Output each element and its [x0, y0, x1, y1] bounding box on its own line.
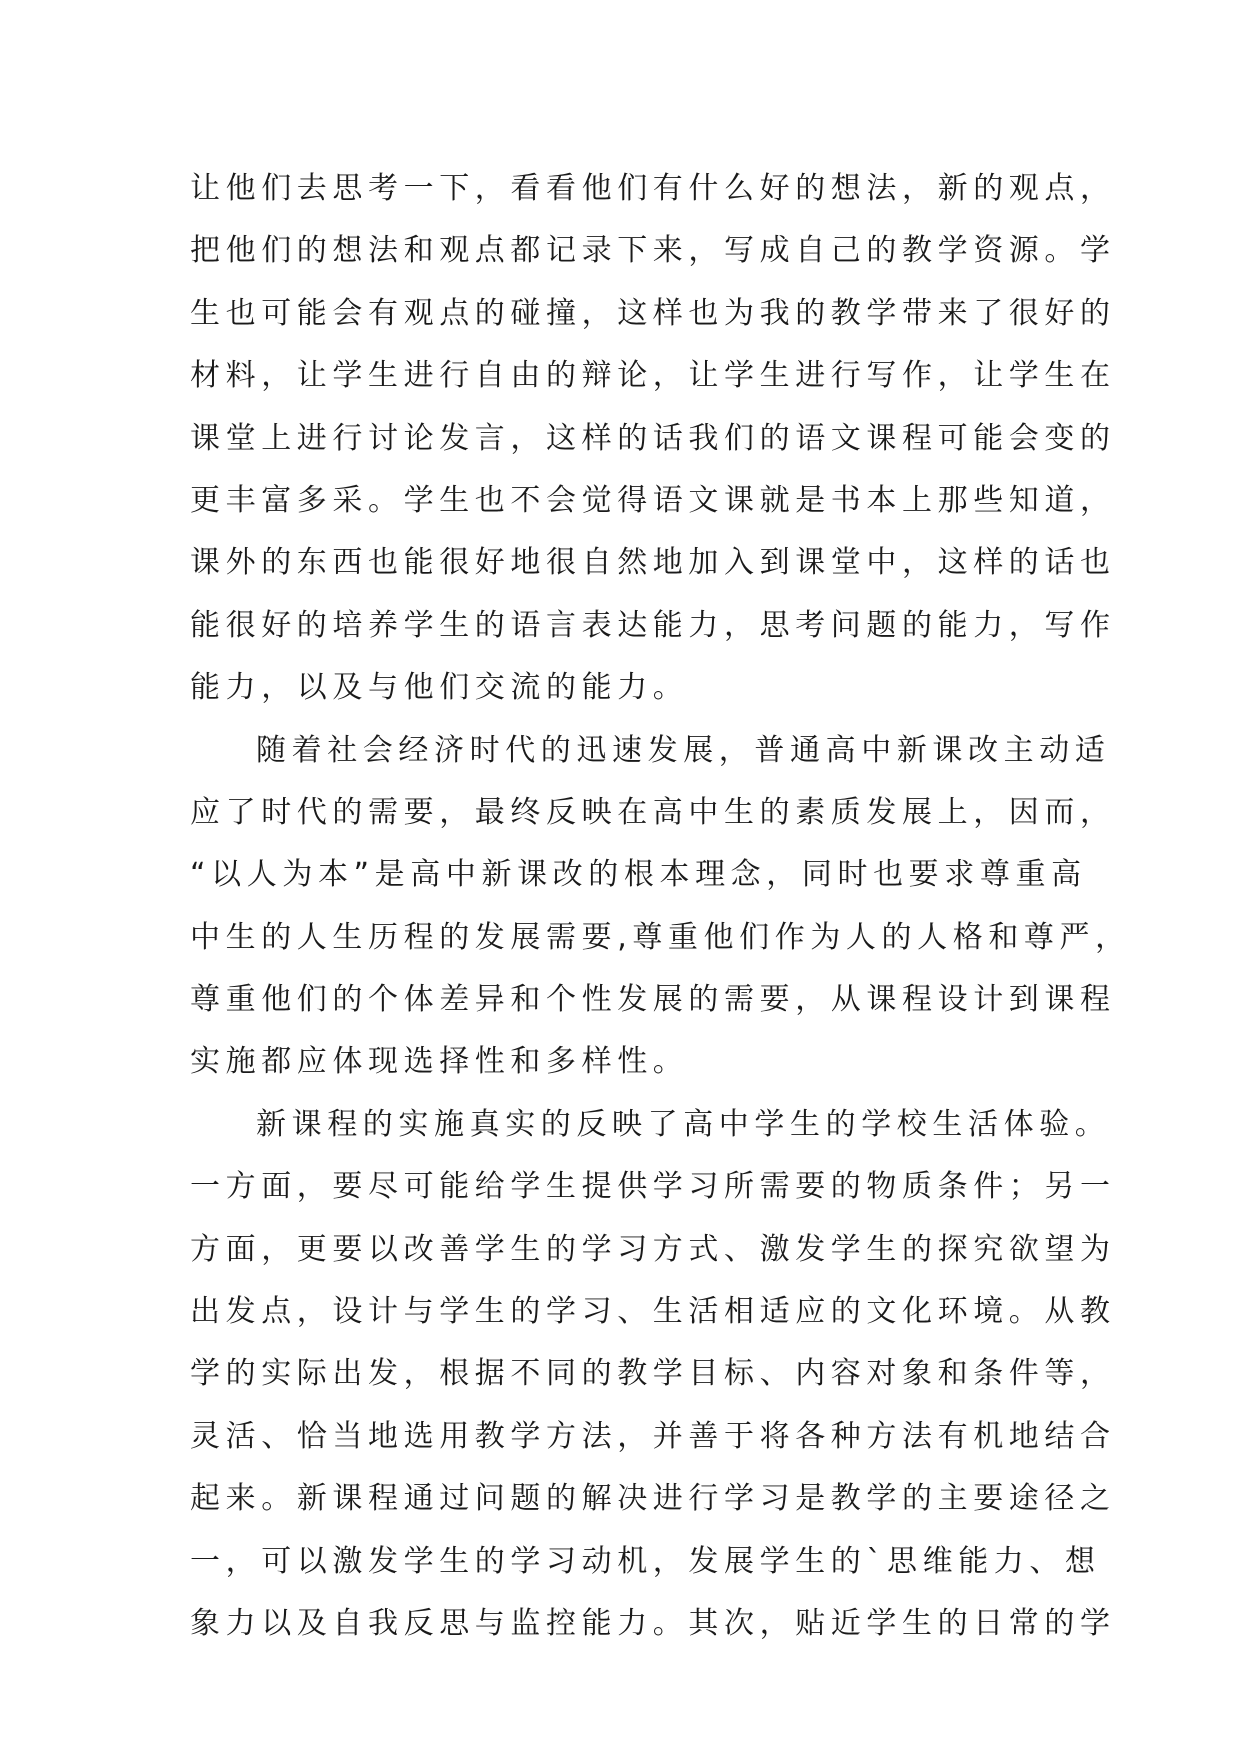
text-line: 尊重他们的个体差异和个性发展的需要，从课程设计到课程: [190, 982, 1116, 1018]
text-line: 更丰富多采。学生也不会觉得语文课就是书本上那些知道，: [190, 482, 1116, 518]
text-line: 把他们的想法和观点都记录下来，写成自己的教学资源。学: [190, 233, 1116, 269]
text-line: 生也可能会有观点的碰撞，这样也为我的教学带来了很好的: [190, 295, 1116, 331]
text-line: “以人为本”是高中新课改的根本理念，同时也要求尊重高: [190, 857, 1087, 893]
text-line: 出发点，设计与学生的学习、生活相适应的文化环境。从教: [190, 1294, 1116, 1330]
text-line: 课堂上进行讨论发言，这样的话我们的语文课程可能会变的: [190, 420, 1116, 456]
body-text: [190, 158, 1131, 1655]
text-line: 课外的东西也能很好地很自然地加入到课堂中，这样的话也: [190, 545, 1116, 581]
text-line: 一方面，要尽可能给学生提供学习所需要的物质条件；另一: [190, 1169, 1116, 1205]
text-line: 随着社会经济时代的迅速发展，普通高中新课改主动适: [256, 732, 1111, 768]
text-line: 能很好的培养学生的语言表达能力，思考问题的能力，写作: [190, 607, 1116, 643]
text-line: 新课程的实施真实的反映了高中学生的学校生活体验。: [256, 1106, 1111, 1142]
text-line: 灵活、恰当地选用教学方法，并善于将各种方法有机地结合: [190, 1418, 1116, 1454]
text-line: 一，可以激发学生的学习动机，发展学生的`思维能力、想: [190, 1543, 1101, 1579]
text-line: 方面，更要以改善学生的学习方式、激发学生的探究欲望为: [190, 1231, 1116, 1267]
text-line: 象力以及自我反思与监控能力。其次，贴近学生的日常的学: [190, 1605, 1116, 1641]
text-line: 中生的人生历程的发展需要,尊重他们作为人的人格和尊严，: [190, 919, 1131, 955]
text-line: 应了时代的需要，最终反映在高中生的素质发展上，因而，: [190, 794, 1116, 830]
text-line: 学的实际出发，根据不同的教学目标、内容对象和条件等，: [190, 1356, 1116, 1392]
text-line: 让他们去思考一下，看看他们有什么好的想法，新的观点，: [190, 171, 1116, 206]
text-line: 能力，以及与他们交流的能力。: [190, 670, 689, 706]
text-line: 起来。新课程通过问题的解决进行学习是教学的主要途径之: [190, 1481, 1116, 1517]
text-line: 材料，让学生进行自由的辩论，让学生进行写作，让学生在: [190, 358, 1116, 394]
text-line: 实施都应体现选择性和多样性。: [190, 1044, 689, 1080]
